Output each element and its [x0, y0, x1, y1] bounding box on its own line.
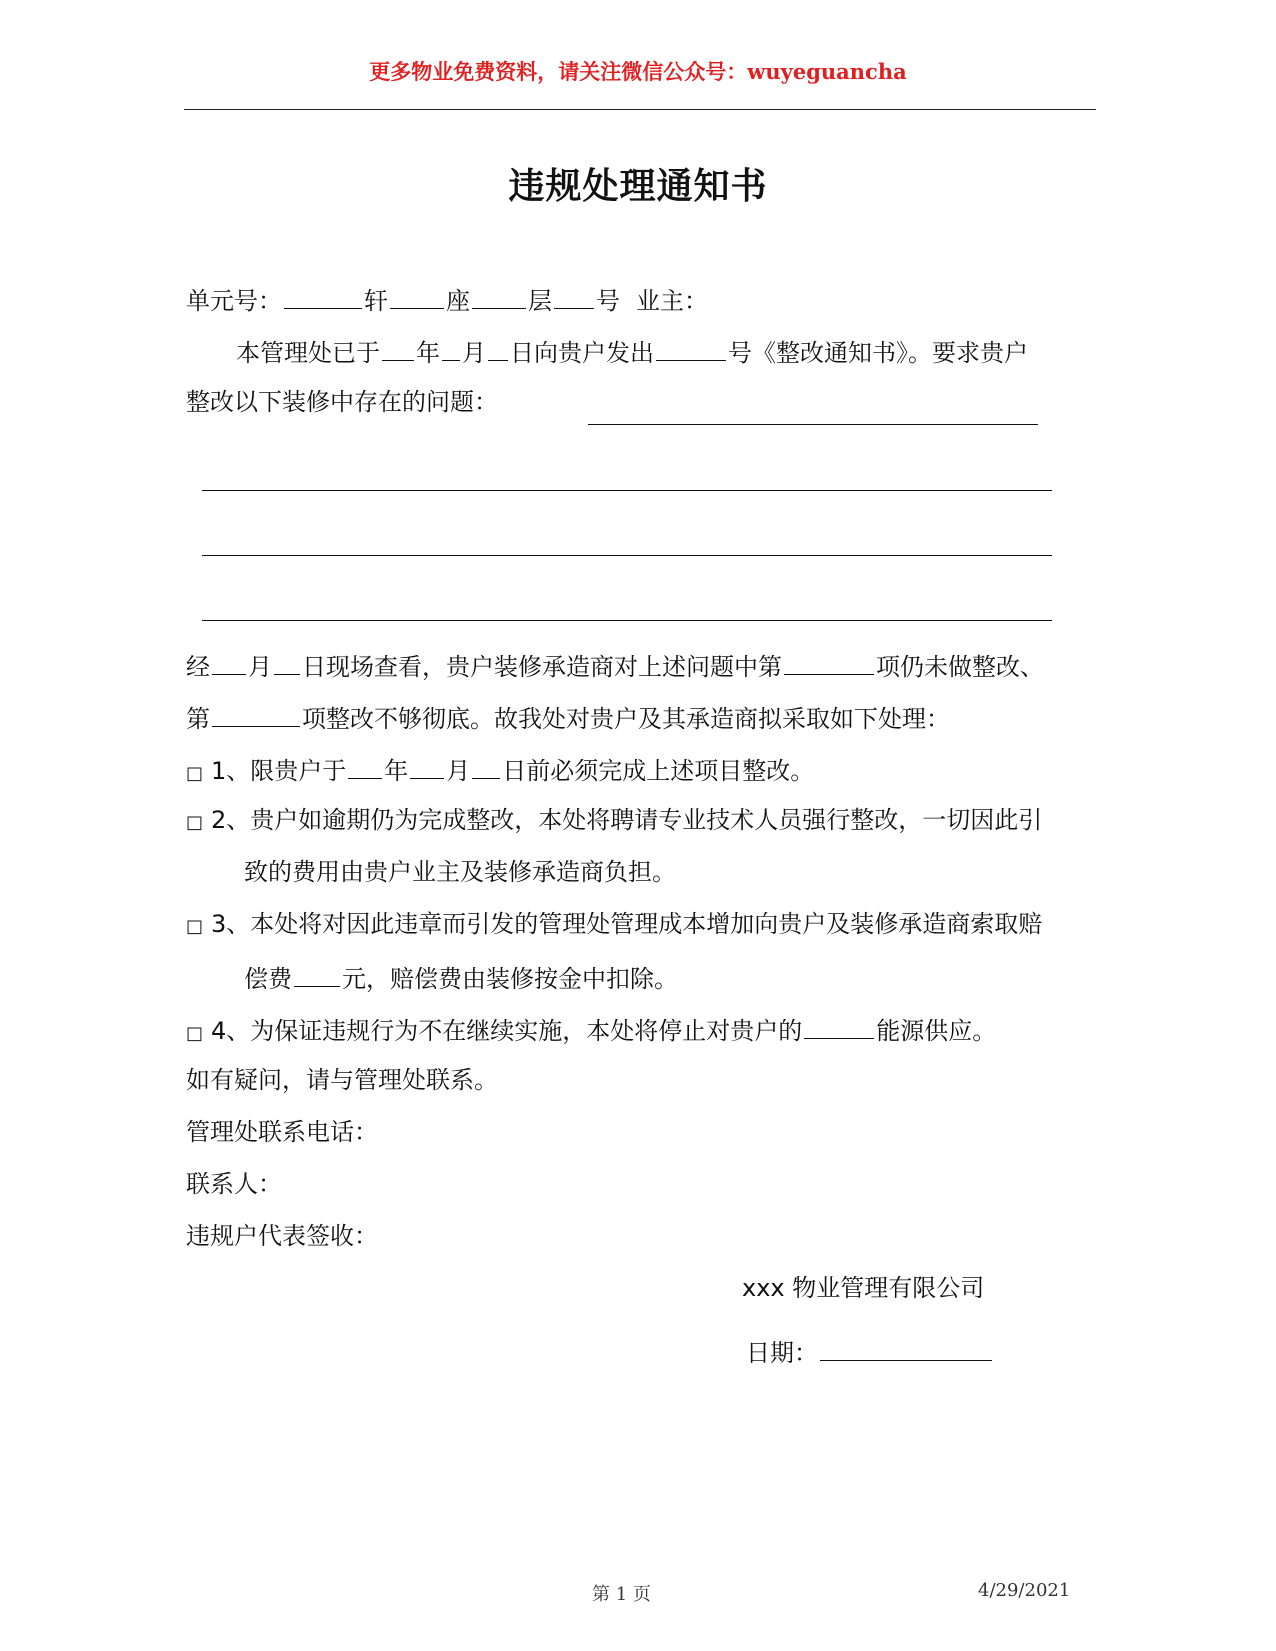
para1-text-b: 日向贵户发出 — [510, 339, 654, 367]
blank-item-unfixed — [784, 648, 874, 675]
option-1 — [186, 752, 814, 790]
option-4-text-a: 4、为保证违规行为不在继续实施，本处将停止对贵户的 — [211, 1017, 803, 1045]
checkbox-icon[interactable]: □ — [186, 1023, 204, 1044]
option-2 — [186, 804, 1042, 839]
option-1-text-a: 1、限贵户于 — [211, 757, 347, 785]
option-4-text-b: 能源供应。 — [876, 1017, 997, 1045]
para1-line1 — [236, 334, 1028, 369]
option-3-cont — [244, 960, 678, 995]
zuo-label: 座 — [446, 287, 470, 315]
blank-day — [488, 334, 508, 361]
blank-date — [820, 1326, 992, 1361]
footer-date: 4/29/2021 — [978, 1580, 1071, 1601]
option-1-text-b: 日前必须完成上述项目整改。 — [502, 757, 815, 785]
date-row — [746, 1326, 994, 1369]
blank-item-partial — [212, 700, 300, 727]
promo-header: 更多物业免费资料，请关注微信公众号：wuyeguancha — [369, 59, 907, 84]
checkbox-icon[interactable]: □ — [186, 763, 204, 784]
para2-month-label: 月 — [248, 653, 272, 681]
blank-year — [382, 334, 414, 361]
blank-energy — [804, 1012, 874, 1039]
para2-text-d: 第 — [186, 705, 210, 733]
header-divider — [184, 109, 1096, 110]
unit-row — [186, 282, 708, 317]
para2-text-a: 经 — [186, 653, 210, 681]
date-label: 日期： — [746, 1339, 818, 1367]
para2-text-e: 项整改不够彻底。故我处对贵户及其承造商拟采取如下处理： — [302, 705, 950, 733]
blank-deadline-month — [410, 752, 444, 779]
para2-text-b: 日现场查看，贵户装修承造商对上述问题中第 — [302, 653, 782, 681]
phone-label: 管理处联系电话： — [186, 1118, 378, 1146]
blank-notice-no — [656, 334, 726, 361]
blank-compensation — [294, 960, 340, 987]
para2-text-c: 项仍未做整改、 — [876, 653, 1044, 681]
checkbox-icon[interactable]: □ — [186, 812, 204, 833]
option-3 — [186, 908, 1042, 943]
blank-unit — [284, 282, 362, 309]
blank-xuan — [390, 282, 444, 309]
page-number: 第 1 页 — [592, 1584, 651, 1605]
issue-line-4 — [202, 620, 1052, 621]
hao-label: 号 — [596, 287, 620, 315]
para1-text-a: 本管理处已于 — [236, 339, 380, 367]
issue-line-1 — [588, 424, 1038, 425]
question-note: 如有疑问，请与管理处联系。 — [186, 1066, 498, 1094]
option-1-year-label: 年 — [384, 757, 409, 785]
option-2-cont: 致的费用由贵户业主及装修承造商负担。 — [244, 858, 676, 886]
blank-deadline-day — [472, 752, 500, 779]
para2-line2 — [186, 700, 950, 735]
blank-month — [442, 334, 460, 361]
blank-inspect-day — [274, 648, 300, 675]
option-3-text-a: 3、本处将对因此违章而引发的管理处管理成本增加向贵户及装修承造商索取赔 — [211, 910, 1043, 938]
blank-inspect-month — [212, 648, 246, 675]
option-3-text-c: 元，赔偿费由装修按金中扣除。 — [342, 965, 678, 993]
option-2-text-a: 2、贵户如逾期仍为完成整改，本处将聘请专业技术人员强行整改，一切因此引 — [211, 806, 1043, 834]
checkbox-icon[interactable]: □ — [186, 916, 204, 937]
owner-label: 业主： — [636, 287, 708, 315]
year-label: 年 — [416, 339, 440, 367]
blank-deadline-year — [348, 752, 382, 779]
xuan-label: 轩 — [364, 287, 388, 315]
blank-ceng — [554, 282, 594, 309]
option-4 — [186, 1012, 996, 1050]
signature-label: 违规户代表签收： — [186, 1222, 378, 1250]
contact-person-label: 联系人： — [186, 1170, 282, 1198]
blank-zuo — [472, 282, 526, 309]
option-1-month-label: 月 — [446, 757, 471, 785]
ceng-label: 层 — [528, 287, 552, 315]
para1-line2: 整改以下装修中存在的问题： — [186, 388, 498, 416]
month-label: 月 — [462, 339, 486, 367]
company-name: xxx 物业管理有限公司 — [742, 1274, 985, 1302]
para2-line1 — [186, 648, 1044, 683]
issue-line-3 — [202, 555, 1052, 556]
unit-label: 单元号： — [186, 287, 282, 315]
issue-line-2 — [202, 490, 1052, 491]
page-title: 违规处理通知书 — [508, 166, 768, 207]
para1-text-c: 号《整改通知书》。要求贵户 — [728, 339, 1028, 367]
option-3-text-b: 偿费 — [244, 965, 292, 993]
